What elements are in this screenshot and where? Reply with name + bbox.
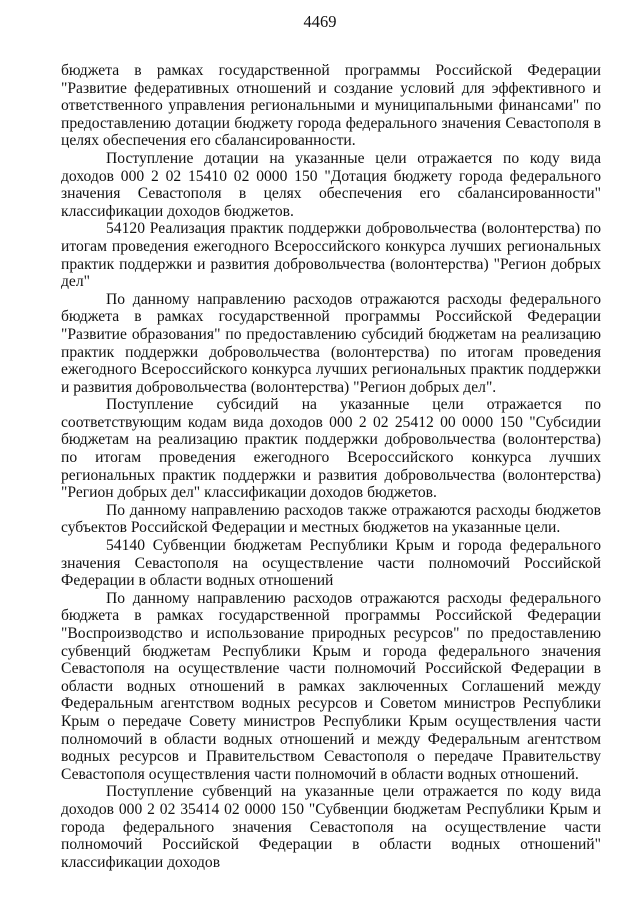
- paragraph: Поступление дотации на указанные цели отражается по коду вида доходов 000 2 02 15410 02 0000 150 "Дотация бюджету города федерального значения Севастополя в целях обеспечения его сбалансированности" классификации доходов бюджетов.: [61, 149, 601, 220]
- section-heading-54140: 54140 Субвенции бюджетам Республики Крым и города федерального значения Севастополя на осуществление части полномочий Российской Федерации в области водных отношений: [61, 537, 601, 590]
- paragraph: Поступление субвенций на указанные цели отражается по коду вида доходов 000 2 02 35414 02 0000 150 "Субвенции бюджетам Республики Крым и города федерального значения Севастополя на осуществление части полномочий Российской Федерации в области водных отношений" классификации доходов: [61, 783, 601, 871]
- section-heading-54120: 54120 Реализация практик поддержки добровольчества (волонтерства) по итогам проведения ежегодного Всероссийского конкурса лучших региональных практик поддержки и развития добровольчества (волонтерства) "Регион добрых дел": [61, 220, 601, 291]
- page-number: 4469: [303, 12, 337, 31]
- paragraph: По данному направлению расходов отражаются расходы федерального бюджета в рамках государственной программы Российской Федерации "Развитие образования" по предоставлению субсидий бюджетам на реализацию практик поддержки добровольчества (волонтерства) по итогам проведения ежегодного Всероссийского конкурса лучших региональных практик поддержки и развития добровольчества (волонтерства) "Регион добрых дел".: [61, 290, 601, 396]
- paragraph: бюджета в рамках государственной программы Российской Федерации "Развитие федеративных отношений и создание условий для эффективного и ответственного управления региональными и муниципальными финансами" по предоставлению дотации бюджету города федерального значения Севастополя в целях обеспечения его сбалансированности.: [61, 62, 601, 150]
- document-body: [61, 62, 601, 871]
- paragraph: По данному направлению расходов также отражаются расходы бюджетов субъектов Российской Федерации и местных бюджетов на указанные цели.: [61, 501, 601, 537]
- paragraph: По данному направлению расходов отражаются расходы федерального бюджета в рамках государственной программы Российской Федерации "Воспроизводство и использование природных ресурсов" по предоставлению субвенций бюджетам Республики Крым и города федерального значения Севастополя на осуществление части полномочий Российской Федерации в области водных отношений в рамках заключенных Соглашений между Федеральным агентством водных ресурсов и Советом министров Республики Крым о передаче Совету министров Республики Крым осуществления части полномочий в области водных отношений и между Федеральным агентством водных ресурсов и Правительством Севастополя о передаче Правительству Севастополя осуществления части полномочий в области водных отношений.: [61, 589, 601, 783]
- paragraph: Поступление субсидий на указанные цели отражается по соответствующим кодам вида доходов 000 2 02 25412 00 0000 150 "Субсидии бюджетам на реализацию практик поддержки добровольчества (волонтерства) по итогам проведения ежегодного Всероссийского конкурса лучших региональных практик поддержки и развития добровольчества (волонтерства) "Регион добрых дел" классификации доходов бюджетов.: [61, 396, 601, 502]
